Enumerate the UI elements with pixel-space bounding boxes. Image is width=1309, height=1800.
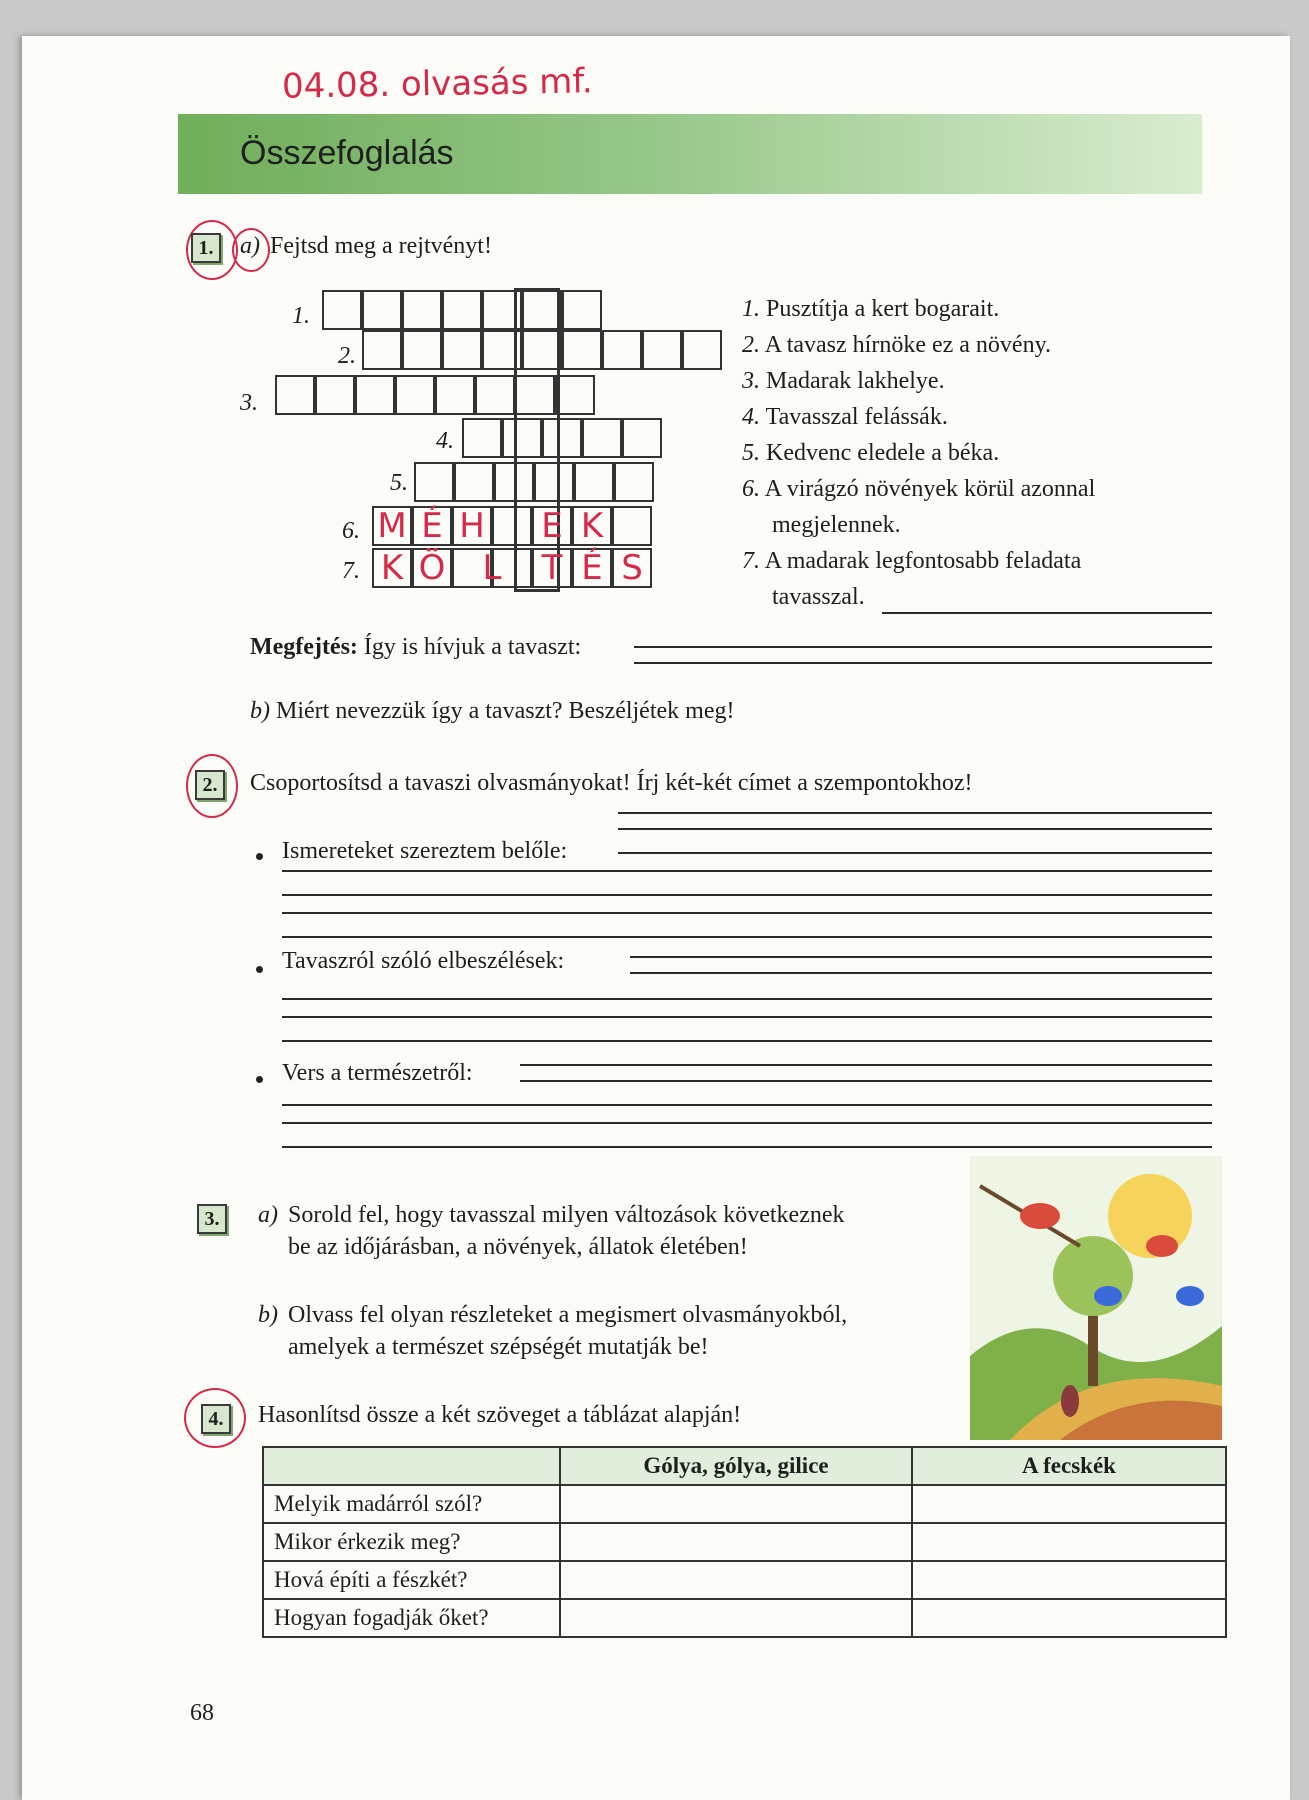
crossword-answer-letter: M bbox=[377, 506, 407, 546]
crossword-cell[interactable] bbox=[562, 330, 602, 370]
bird-icon bbox=[1020, 1203, 1060, 1229]
crossword-cell[interactable] bbox=[622, 418, 662, 458]
task2-instruction: Csoportosítsd a tavaszi olvasmányokat! Írj két-két címet a szempontokhoz! bbox=[250, 770, 973, 796]
crossword-answer-letter: L bbox=[482, 548, 502, 588]
crossword-solution-column bbox=[514, 288, 560, 592]
crossword-cell[interactable] bbox=[462, 418, 502, 458]
answer-line[interactable] bbox=[282, 1122, 1212, 1124]
answer-line[interactable] bbox=[282, 1016, 1212, 1018]
task2-number: 2. bbox=[195, 770, 225, 800]
clue: 6. A virágzó növények körül azonnal bbox=[742, 476, 1096, 502]
clue: 2. A tavasz hírnöke ez a növény. bbox=[742, 332, 1052, 358]
comparison-table bbox=[262, 1446, 1227, 1638]
crossword-row-label: 2. bbox=[338, 343, 356, 369]
task3-number: 3. bbox=[197, 1204, 227, 1234]
task3b-line: Olvass fel olyan részleteket a megismert olvasmányokból, bbox=[288, 1302, 848, 1328]
crossword-cell[interactable] bbox=[275, 375, 315, 415]
answer-line[interactable] bbox=[520, 1064, 1212, 1066]
task3a-line: Sorold fel, hogy tavasszal milyen változások következnek bbox=[288, 1202, 845, 1228]
answer-line[interactable] bbox=[634, 662, 1212, 664]
crossword-answer-letter: T bbox=[541, 548, 563, 588]
crossword-cell[interactable] bbox=[682, 330, 722, 370]
crossword-cell[interactable] bbox=[574, 462, 614, 502]
crossword-cell[interactable] bbox=[414, 462, 454, 502]
table-header-cell bbox=[263, 1447, 560, 1485]
crossword-cell[interactable] bbox=[362, 330, 402, 370]
solution-answer-line[interactable] bbox=[634, 646, 1212, 648]
bird-icon bbox=[1061, 1385, 1079, 1417]
crossword-cell[interactable] bbox=[435, 375, 475, 415]
crossword-answer-letter: É bbox=[581, 548, 603, 588]
crossword-row-label: 5. bbox=[390, 470, 408, 496]
crossword-cell[interactable] bbox=[454, 462, 494, 502]
answer-line[interactable] bbox=[282, 1146, 1212, 1148]
answer-line[interactable] bbox=[520, 1080, 1212, 1082]
table-header-cell: Gólya, gólya, gilice bbox=[560, 1447, 912, 1485]
crossword-row-label: 6. bbox=[342, 518, 360, 544]
task3b-line: amelyek a természet szépségét mutatják be! bbox=[288, 1334, 709, 1360]
answer-cell[interactable] bbox=[912, 1599, 1226, 1637]
answer-line[interactable] bbox=[282, 1104, 1212, 1106]
crossword-cell[interactable] bbox=[395, 375, 435, 415]
crossword-cell[interactable] bbox=[355, 375, 395, 415]
answer-line[interactable] bbox=[618, 812, 1212, 814]
bird-icon bbox=[1094, 1286, 1122, 1306]
answer-line[interactable] bbox=[618, 852, 1212, 854]
bullet-elbeszelesek: Tavaszról szóló elbeszélések: bbox=[282, 948, 565, 974]
answer-cell[interactable] bbox=[560, 1523, 912, 1561]
answer-line[interactable] bbox=[282, 870, 1212, 872]
crossword-cell[interactable] bbox=[475, 375, 515, 415]
task1a-instruction: Fejtsd meg a rejtvényt! bbox=[270, 233, 492, 259]
crossword-cell[interactable] bbox=[582, 418, 622, 458]
crossword-cell[interactable] bbox=[402, 330, 442, 370]
crossword-cell[interactable] bbox=[402, 290, 442, 330]
crossword-cell[interactable] bbox=[555, 375, 595, 415]
task1-number: 1. bbox=[191, 233, 221, 263]
crossword-row-label: 1. bbox=[292, 303, 310, 329]
clue: 4. Tavasszal felássák. bbox=[742, 404, 948, 430]
clue: 3. Madarak lakhelye. bbox=[742, 368, 945, 394]
table-row bbox=[263, 1561, 1226, 1599]
crossword-row-label: 4. bbox=[436, 428, 454, 454]
answer-cell[interactable] bbox=[912, 1523, 1226, 1561]
task3b-label: b) bbox=[258, 1302, 278, 1328]
crossword-cell[interactable] bbox=[442, 330, 482, 370]
clue: 5. Kedvenc eledele a béka. bbox=[742, 440, 1000, 466]
task4-number: 4. bbox=[201, 1404, 231, 1434]
table-row bbox=[263, 1599, 1226, 1637]
crossword-row-label: 7. bbox=[342, 558, 360, 584]
crossword-cell[interactable] bbox=[442, 290, 482, 330]
bird-icon bbox=[1176, 1286, 1204, 1306]
task3a-label: a) bbox=[258, 1202, 278, 1228]
crossword-answer-letter: Ö bbox=[418, 548, 446, 588]
answer-line[interactable] bbox=[282, 912, 1212, 914]
crossword-cell[interactable] bbox=[362, 290, 402, 330]
bullet-ismereteket: Ismereteket szereztem belőle: bbox=[282, 838, 568, 864]
answer-line[interactable] bbox=[882, 612, 1212, 614]
row-label: Mikor érkezik meg? bbox=[263, 1523, 560, 1561]
crossword-answer-letter: K bbox=[380, 548, 404, 588]
crossword-cell[interactable] bbox=[602, 330, 642, 370]
crossword-cell[interactable] bbox=[642, 330, 682, 370]
task4-instruction: Hasonlítsd össze a két szöveget a táblázat alapján! bbox=[258, 1402, 742, 1428]
task1a-label: a) bbox=[240, 233, 260, 259]
answer-line[interactable] bbox=[282, 1040, 1212, 1042]
table-row bbox=[263, 1523, 1226, 1561]
table-header-row bbox=[263, 1447, 1226, 1485]
task1b-question: b) Miért nevezzük így a tavaszt? Beszéljétek meg! bbox=[250, 698, 735, 724]
table-row bbox=[263, 1485, 1226, 1523]
answer-cell[interactable] bbox=[560, 1599, 912, 1637]
crossword-cell[interactable] bbox=[612, 506, 652, 546]
section-title-banner bbox=[178, 114, 1202, 194]
handwritten-note: 04.08. olvasás mf. bbox=[281, 61, 593, 107]
clue: tavasszal. bbox=[772, 584, 865, 610]
clue: megjelennek. bbox=[772, 512, 901, 538]
crossword-answer-letter: E bbox=[541, 506, 563, 546]
answer-cell[interactable] bbox=[560, 1561, 912, 1599]
page-number: 68 bbox=[190, 1700, 214, 1726]
crossword-cell[interactable] bbox=[322, 290, 362, 330]
crossword-answer-letter: É bbox=[421, 506, 443, 546]
answer-line[interactable] bbox=[282, 894, 1212, 896]
clue: 7. A madarak legfontosabb feladata bbox=[742, 548, 1082, 574]
crossword-answer-letter: K bbox=[580, 506, 604, 546]
crossword-answer-letter: H bbox=[459, 506, 485, 546]
bullet bbox=[256, 853, 263, 860]
answer-cell[interactable] bbox=[560, 1485, 912, 1523]
row-label: Melyik madárról szól? bbox=[263, 1485, 560, 1523]
bullet bbox=[256, 1076, 263, 1083]
answer-line[interactable] bbox=[618, 828, 1212, 830]
crossword-cell[interactable] bbox=[614, 462, 654, 502]
row-label: Hová építi a fészkét? bbox=[263, 1561, 560, 1599]
solution-prompt: Megfejtés: Így is hívjuk a tavaszt: bbox=[250, 634, 582, 660]
spring-birds-illustration bbox=[970, 1156, 1222, 1440]
crossword-row-label: 3. bbox=[240, 390, 258, 416]
crossword-cell[interactable] bbox=[562, 290, 602, 330]
clue: 1. Pusztítja a kert bogarait. bbox=[742, 296, 1000, 322]
answer-line[interactable] bbox=[282, 936, 1212, 938]
answer-line[interactable] bbox=[630, 956, 1212, 958]
bullet-vers: Vers a természetről: bbox=[282, 1060, 473, 1086]
answer-cell[interactable] bbox=[912, 1561, 1226, 1599]
answer-line[interactable] bbox=[630, 972, 1212, 974]
bullet bbox=[256, 966, 263, 973]
task3a-line: be az időjárásban, a növények, állatok életében! bbox=[288, 1234, 748, 1260]
crossword-cell[interactable] bbox=[315, 375, 355, 415]
row-label: Hogyan fogadják őket? bbox=[263, 1599, 560, 1637]
answer-cell[interactable] bbox=[912, 1485, 1226, 1523]
bird-icon bbox=[1146, 1235, 1178, 1257]
answer-line[interactable] bbox=[282, 998, 1212, 1000]
section-title: Összefoglalás bbox=[240, 134, 454, 172]
table-header-cell: A fecskék bbox=[912, 1447, 1226, 1485]
crossword-answer-letter: S bbox=[621, 548, 643, 588]
